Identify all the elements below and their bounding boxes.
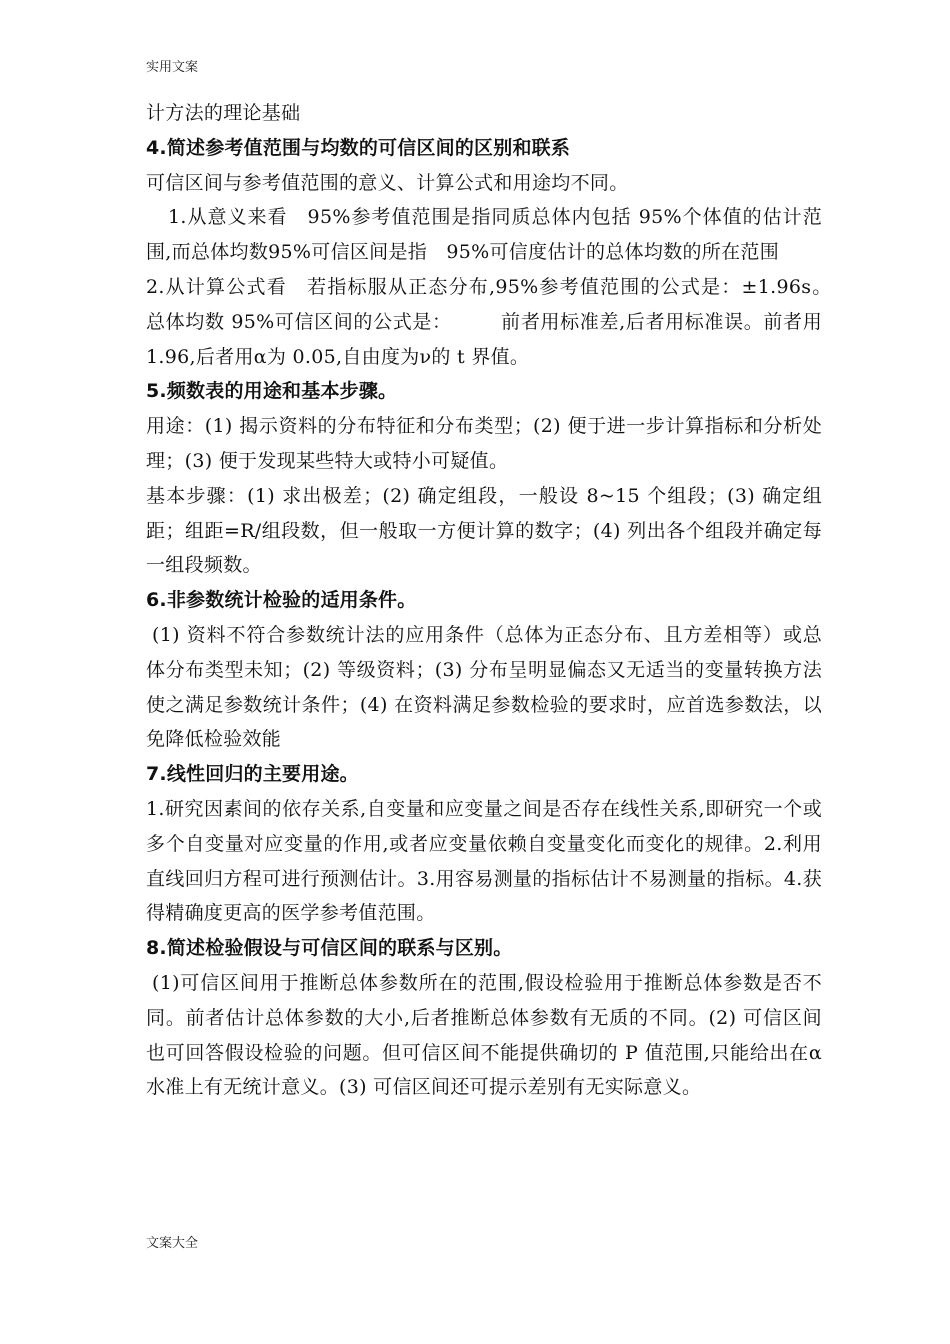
- q4-paragraph-2: 1.从意义来看 95%参考值范围是指同质总体内包括 95%个体值的估计范围,而总体均数95%可信区间是指 95%可信度估计的总体均数的所在范围: [146, 206, 822, 264]
- document-body: [146, 96, 842, 1105]
- page-header-label: 实用文案: [146, 60, 199, 75]
- section-heading-q6: 6.非参数统计检验的适用条件。: [146, 589, 417, 612]
- section-heading-q7: 7.线性回归的主要用途。: [146, 763, 359, 786]
- q4-paragraph-1: 可信区间与参考值范围的意义、计算公式和用途均不同。: [146, 171, 629, 194]
- q7-paragraph-1: 1.研究因素间的依存关系,自变量和应变量之间是否存在线性关系,即研究一个或多个自变量对应变量的作用,或者应变量依赖自变量变化而变化的规律。2.利用直线回归方程可进行预测估计。3.用容易测量的指标估计不易测量的指标。4.获得精确度更高的医学参考值范围。: [146, 797, 822, 925]
- section-heading-q5: 5.频数表的用途和基本步骤。: [146, 380, 398, 403]
- q4-paragraph-3: 2.从计算公式看 若指标服从正态分布,95%参考值范围的公式是：±1.96s。 总体均数 95%可信区间的公式是： 前者用标准差,后者用标准误。前者用 1.96,后者用α为 0.05,自由度为ν的 t 界值。: [146, 275, 842, 368]
- q5-paragraph-1: 用途：(1) 揭示资料的分布特征和分布类型；(2) 便于进一步计算指标和分析处理；(3) 便于发现某些特大或特小可疑值。: [146, 415, 822, 472]
- q8-paragraph-1: (1)可信区间用于推断总体参数所在的范围,假设检验用于推断总体参数是否不同。前者估计总体参数的大小,后者推断总体参数有无质的不同。(2) 可信区间也可回答假设检验的问题。但可信区间不能提供确切的 P 值范围,只能给出在α水准上有无统计意义。(3) 可信区间还可提示差别有无实际意义。: [146, 971, 822, 1099]
- section-heading-q4: 4.简述参考值范围与均数的可信区间的区别和联系: [146, 136, 571, 159]
- intro-line: 计方法的理论基础: [146, 102, 301, 124]
- page-footer-label: 文案大全: [146, 1236, 199, 1251]
- section-heading-q8: 8.简述检验假设与可信区间的联系与区别。: [146, 937, 513, 960]
- q6-paragraph-1: (1) 资料不符合参数统计法的应用条件（总体为正态分布、且方差相等）或总体分布类型未知；(2) 等级资料；(3) 分布呈明显偏态又无适当的变量转换方法使之满足参数统计条件；(4) 在资料满足参数检验的要求时，应首选参数法，以免降低检验效能: [146, 623, 822, 751]
- q5-paragraph-2: 基本步骤：(1) 求出极差；(2) 确定组段，一般设 8~15 个组段；(3) 确定组距；组距=R/组段数，但一般取一方便计算的数字；(4) 列出各个组段并确定每一组段频数。: [146, 484, 822, 577]
